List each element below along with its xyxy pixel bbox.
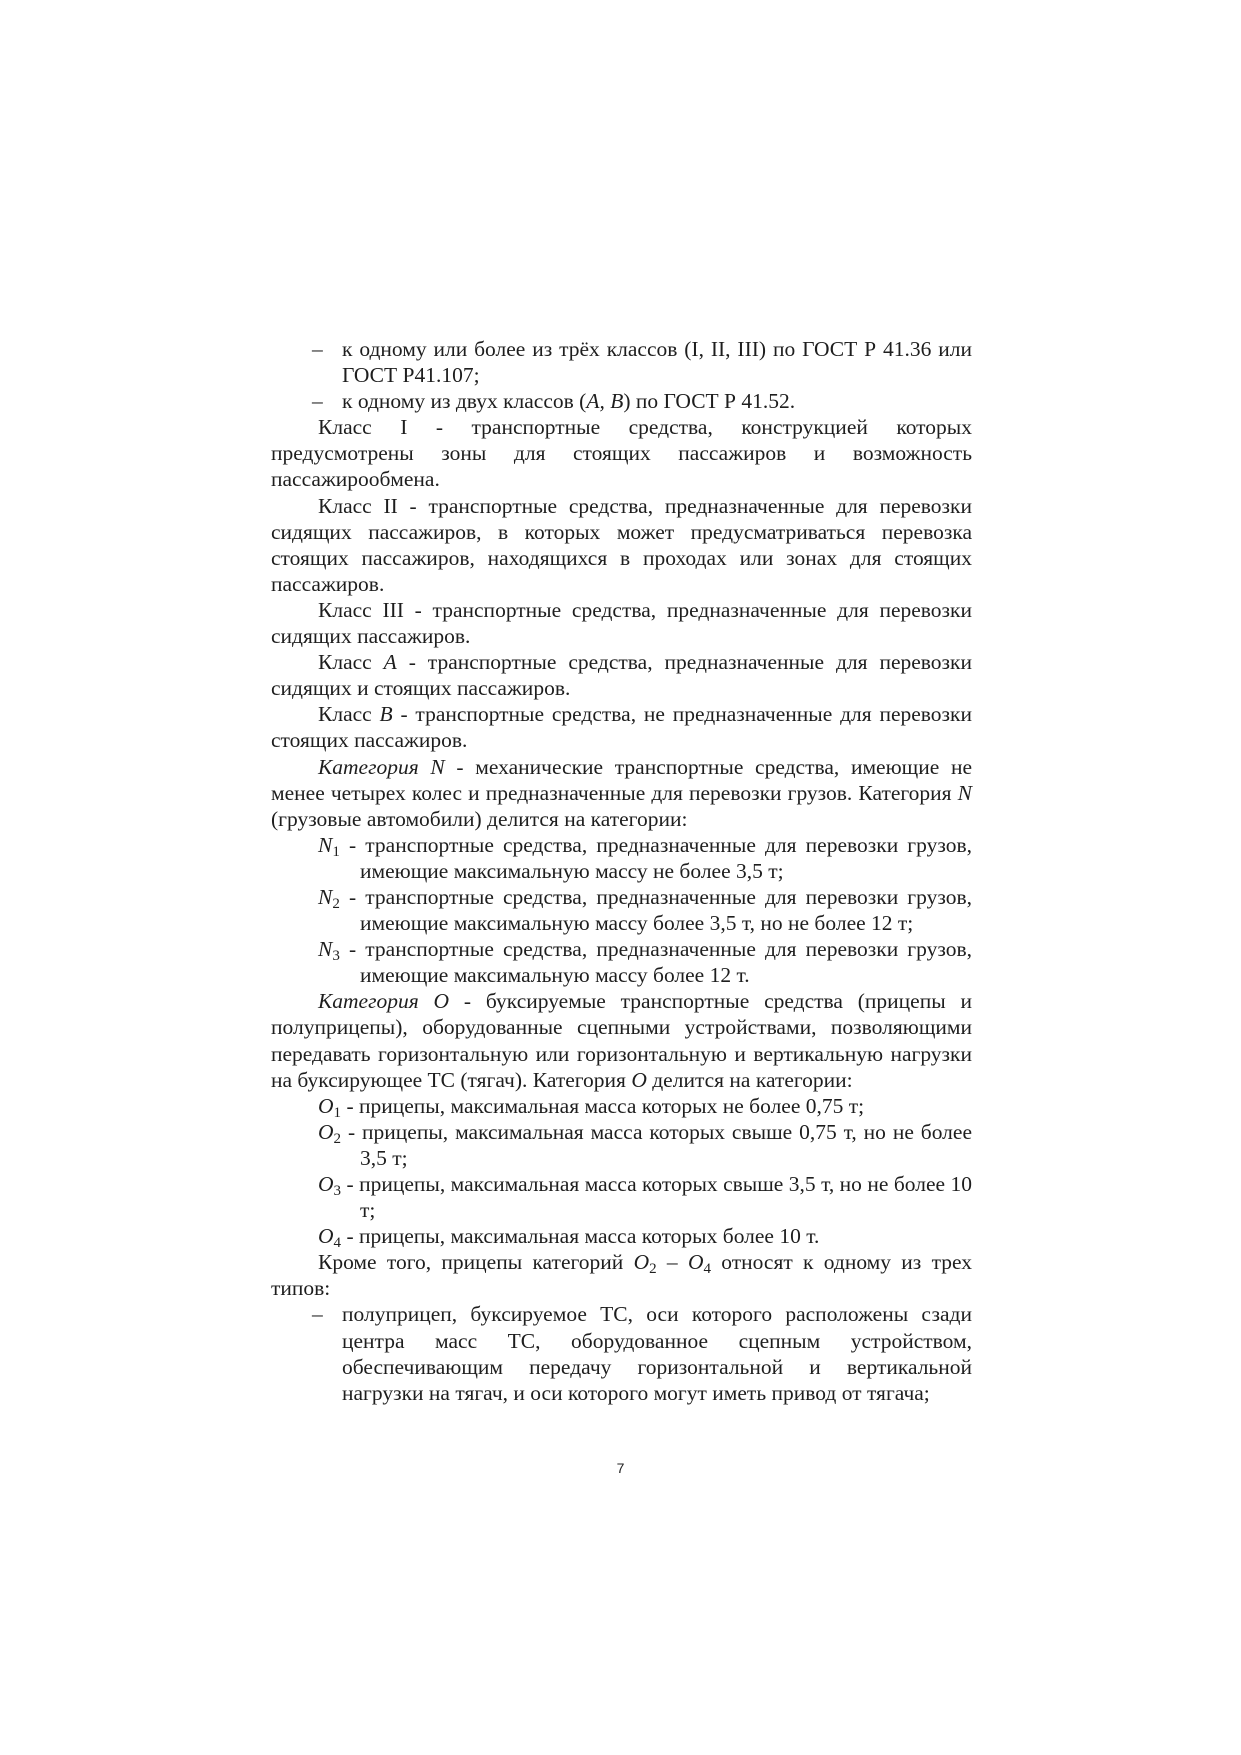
italic-term: O bbox=[633, 1250, 650, 1275]
text-run: - транспортные средства, не предназначенные для перевозки стоящих пассажиров. bbox=[271, 702, 973, 753]
dash-bullet: – bbox=[312, 1302, 323, 1327]
category-symbol: O bbox=[318, 1093, 334, 1118]
text-run: относят к одному из трех типов: bbox=[271, 1250, 972, 1301]
italic-term: A, B bbox=[586, 389, 624, 414]
text-run: делится на категории: bbox=[646, 1067, 853, 1092]
category-symbol: N bbox=[318, 832, 333, 857]
text-run: Кроме того, прицепы категорий bbox=[318, 1250, 634, 1275]
category-definition bbox=[318, 1223, 972, 1252]
paragraph bbox=[271, 649, 972, 701]
text-run: Класс II - транспортные средства, предназначенные для перевозки сидящих пассажиров, в которых может предусматриваться перевозка стоящих пассажиров, находящихся в проходах или зонах для стоящих пассажиров. bbox=[271, 493, 972, 596]
dash-list-item bbox=[312, 388, 972, 414]
text-run: Класс bbox=[318, 650, 384, 675]
text-run: - прицепы, максимальная масса которых свыше 0,75 т, но не более 3,5 т; bbox=[341, 1119, 972, 1170]
text-run: - транспортные средства, предназначенные для перевозки сидящих и стоящих пассажиров. bbox=[271, 650, 973, 701]
italic-term: A bbox=[383, 650, 397, 675]
category-symbol: O bbox=[318, 1172, 334, 1196]
text-run: - прицепы, максимальная масса которых не более 0,75 т; bbox=[341, 1093, 865, 1118]
paragraph bbox=[271, 493, 972, 597]
text-run: полуприцеп, буксируемое ТС, оси которого расположены сзади центра масс ТС, оборудованное сцепным устройством, обеспечивающим передачу горизонтальной и вертикальной нагрузки на тягач, и оси которого могут иметь привод от тягача; bbox=[342, 1302, 972, 1405]
dash-list-item bbox=[312, 336, 972, 388]
paragraph bbox=[271, 414, 972, 492]
italic-term: Категория O bbox=[318, 989, 450, 1014]
paragraph bbox=[271, 597, 972, 649]
subscript: 2 bbox=[333, 1130, 342, 1147]
category-definition bbox=[318, 936, 972, 988]
text-run: (грузовые автомобили) делится на категории: bbox=[271, 806, 688, 831]
italic-term: O bbox=[631, 1067, 647, 1092]
paragraph bbox=[271, 701, 972, 753]
subscript: 1 bbox=[333, 1104, 342, 1121]
text-run: - транспортные средства, предназначенные для перевозки грузов, имеющие максимальную массу более 12 т. bbox=[339, 937, 972, 988]
category-symbol: N bbox=[318, 884, 333, 909]
subscript: 4 bbox=[333, 1235, 342, 1252]
subscript: 1 bbox=[332, 843, 340, 860]
category-definition bbox=[318, 832, 972, 884]
text-run: - прицепы, максимальная масса которых более 10 т. bbox=[341, 1224, 820, 1249]
dash-bullet: – bbox=[312, 389, 323, 414]
body-text bbox=[271, 336, 973, 1406]
text-run: – bbox=[656, 1250, 688, 1275]
category-definition bbox=[318, 1171, 972, 1223]
text-run: Класс I - транспортные средства, конструкцией которых предусмотрены зоны для стоящих пассажиров и возможность пассажирообмена. bbox=[271, 415, 972, 492]
italic-term: O bbox=[687, 1250, 704, 1275]
text-run: - транспортные средства, предназначенные для перевозки грузов, имеющие максимальную массу более 3,5 т, но не более 12 т; bbox=[339, 884, 972, 936]
italic-term: N bbox=[957, 780, 972, 805]
italic-term: Категория N bbox=[318, 754, 445, 779]
text-run: - буксируемые транспортные средства (прицепы и полуприцепы), оборудованные сцепными устройствами, позволяющими передавать горизонтальную или горизонтальную и вертикальную нагрузки на буксирующее ТС (тягач). Категория bbox=[271, 989, 972, 1092]
text-run: к одному из двух классов ( bbox=[342, 389, 587, 414]
subscript: 3 bbox=[332, 948, 340, 965]
category-symbol: O bbox=[318, 1224, 334, 1249]
text-run: - транспортные средства, предназначенные для перевозки грузов, имеющие максимальную массу не более 3,5 т; bbox=[339, 832, 972, 883]
dash-list-item bbox=[312, 1301, 972, 1405]
text-run: - механические транспортные средства, имеющие не менее четырех колес и предназначенные для перевозки грузов. Категория bbox=[271, 754, 972, 805]
category-symbol: O bbox=[318, 1119, 334, 1144]
subscript: 2 bbox=[649, 1261, 657, 1278]
subscript: 4 bbox=[703, 1261, 711, 1278]
subscript: 2 bbox=[332, 895, 340, 912]
dash-bullet: – bbox=[312, 337, 323, 361]
page-number: 7 bbox=[616, 1460, 625, 1476]
category-definition bbox=[318, 884, 972, 936]
text-run: Класс bbox=[318, 702, 380, 727]
paragraph bbox=[271, 988, 972, 1092]
text-run: Класс III - транспортные средства, предназначенные для перевозки сидящих пассажиров. bbox=[271, 597, 972, 649]
text-run: ) по ГОСТ Р 41.52. bbox=[623, 389, 796, 414]
text-run: к одному или более из трёх классов (I, II, III) по ГОСТ Р 41.36 или ГОСТ Р41.107; bbox=[342, 337, 972, 388]
category-definition bbox=[318, 1119, 972, 1171]
category-definition bbox=[318, 1093, 972, 1119]
paragraph bbox=[271, 1249, 972, 1301]
paragraph bbox=[271, 754, 972, 832]
subscript: 3 bbox=[333, 1183, 342, 1199]
italic-term: B bbox=[379, 702, 393, 727]
text-run: - прицепы, максимальная масса которых свыше 3,5 т, но не более 10 т; bbox=[341, 1172, 972, 1223]
category-symbol: N bbox=[318, 937, 333, 962]
